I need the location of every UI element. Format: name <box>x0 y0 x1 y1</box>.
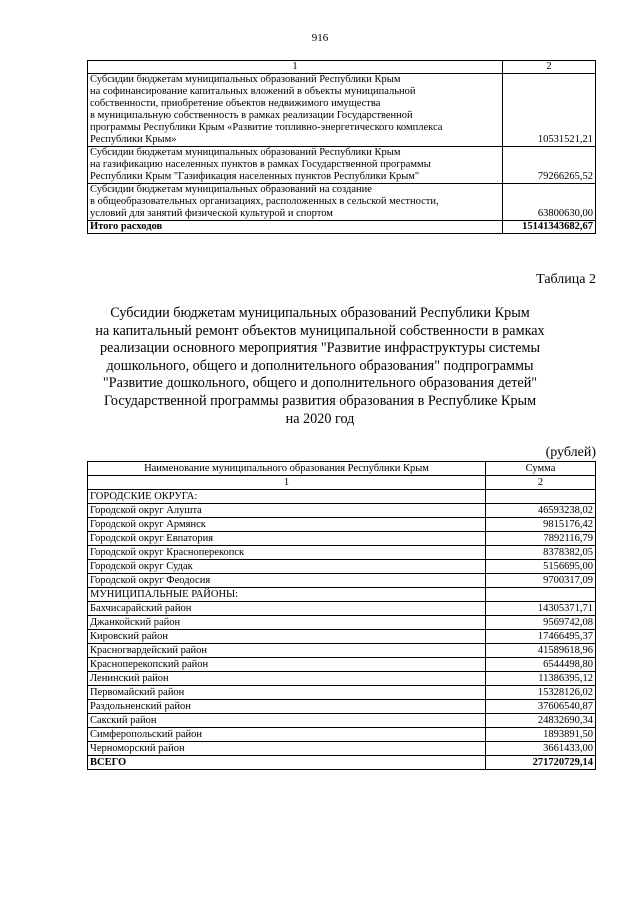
table-2-row <box>88 588 596 602</box>
description-line: программы Республики Крым «Развитие топливно-энергетического комплекса <box>90 122 443 133</box>
description-line: на газификацию населенных пунктов в рамках Государственной программы <box>90 159 431 170</box>
table-1-description-cell <box>88 184 503 221</box>
table-2-row <box>88 616 596 630</box>
amount-cell: 46593238,02 <box>486 504 596 518</box>
municipality-name-cell: Красногвардейский район <box>88 644 486 658</box>
table-2-row <box>88 518 596 532</box>
table-2-col-header-name: Наименование муниципального образования Республики Крым <box>88 462 486 476</box>
table-2-row <box>88 560 596 574</box>
municipality-name-cell: Сакский район <box>88 714 486 728</box>
municipality-name-cell: Первомайский район <box>88 686 486 700</box>
municipality-name-cell: Симферопольский район <box>88 728 486 742</box>
table-2-row <box>88 742 596 756</box>
table-2-total-value: 271720729,14 <box>486 756 596 770</box>
table-1-value-cell: 10531521,21 <box>503 74 596 147</box>
municipality-name-cell: Городской округ Судак <box>88 560 486 574</box>
table-2-number-row <box>88 476 596 490</box>
municipality-name-cell: Красноперекопский район <box>88 658 486 672</box>
table-2 <box>87 461 596 770</box>
table-1-description-cell <box>88 74 503 147</box>
table-2-row <box>88 700 596 714</box>
table-2-col-2-number: 2 <box>486 476 596 490</box>
table-2-row <box>88 490 596 504</box>
description-line: Субсидии бюджетам муниципальных образований Республики Крым <box>90 147 401 158</box>
amount-cell: 1893891,50 <box>486 728 596 742</box>
municipality-name-cell: Городской округ Красноперекопск <box>88 546 486 560</box>
amount-cell <box>486 490 596 504</box>
title-line: на капитальный ремонт объектов муниципальной собственности в рамках <box>95 322 545 339</box>
table-1 <box>87 60 596 234</box>
table-2-row <box>88 728 596 742</box>
description-line: Субсидии бюджетам муниципальных образований Республики Крым <box>90 74 401 85</box>
title-line: Государственной программы развития образования в Республике Крым <box>103 392 537 409</box>
table-1-row <box>88 74 596 147</box>
table-1-row <box>88 184 596 221</box>
municipality-name-cell: МУНИЦИПАЛЬНЫЕ РАЙОНЫ: <box>88 588 486 602</box>
table-2-total-row <box>88 756 596 770</box>
table-2-row <box>88 658 596 672</box>
table-1-total-value: 15141343682,67 <box>503 221 596 234</box>
amount-cell: 9815176,42 <box>486 518 596 532</box>
table-1-total-label: Итого расходов <box>88 221 503 234</box>
table-1-value-cell: 63800630,00 <box>503 184 596 221</box>
table-2-row <box>88 714 596 728</box>
amount-cell: 37606540,87 <box>486 700 596 714</box>
table-2-row <box>88 546 596 560</box>
table-2-row <box>88 686 596 700</box>
description-line: условий для занятий физической культурой и спортом <box>90 208 333 219</box>
units-label: (рублей) <box>545 445 596 460</box>
title-line: на 2020 год <box>285 410 355 427</box>
description-line: Республики Крым» <box>90 134 177 145</box>
table-2-col-header-sum: Сумма <box>486 462 596 476</box>
municipality-name-cell: Ленинский район <box>88 672 486 686</box>
table-1-total-row <box>88 221 596 234</box>
table-1-col-2-number: 2 <box>503 61 596 74</box>
title-line: реализации основного мероприятия "Развитие инфраструктуры системы <box>99 340 541 357</box>
table-1-header-row <box>88 61 596 74</box>
amount-cell: 3661433,00 <box>486 742 596 756</box>
municipality-name-cell: Черноморский район <box>88 742 486 756</box>
table-1-row <box>88 147 596 184</box>
description-line: собственности, приобретение объектов недвижимого имущества <box>90 98 381 109</box>
table-2-row <box>88 644 596 658</box>
municipality-name-cell: ГОРОДСКИЕ ОКРУГА: <box>88 490 486 504</box>
amount-cell: 5156695,00 <box>486 560 596 574</box>
page-number: 916 <box>311 32 329 44</box>
table-2-col-1-number: 1 <box>88 476 486 490</box>
table-2-header-row <box>88 462 596 476</box>
amount-cell: 14305371,71 <box>486 602 596 616</box>
title-line: "Развитие дошкольного, общего и дополнительного образования детей" <box>102 375 538 392</box>
amount-cell: 9569742,08 <box>486 616 596 630</box>
table-2-total-label: ВСЕГО <box>88 756 486 770</box>
table-2-title <box>80 305 560 428</box>
description-line: в общеобразовательных организациях, расположенных в сельской местности, <box>90 196 439 207</box>
amount-cell: 8378382,05 <box>486 546 596 560</box>
description-line: Субсидии бюджетам муниципальных образований на создание <box>90 184 372 195</box>
table-1-description-cell <box>88 147 503 184</box>
municipality-name-cell: Бахчисарайский район <box>88 602 486 616</box>
table-2-row <box>88 630 596 644</box>
table-2-label: Таблица 2 <box>536 272 596 287</box>
municipality-name-cell: Городской округ Алушта <box>88 504 486 518</box>
description-line: Республики Крым "Газификация населенных пунктов Республики Крым" <box>90 171 420 182</box>
amount-cell: 41589618,96 <box>486 644 596 658</box>
amount-cell: 15328126,02 <box>486 686 596 700</box>
title-line: дошкольного, общего и дополнительного образования" подпрограммы <box>106 357 534 374</box>
table-2-row <box>88 672 596 686</box>
municipality-name-cell: Городской округ Армянск <box>88 518 486 532</box>
title-line: Субсидии бюджетам муниципальных образований Республики Крым <box>110 305 530 321</box>
amount-cell: 7892116,79 <box>486 532 596 546</box>
amount-cell: 11386395,12 <box>486 672 596 686</box>
amount-cell: 6544498,80 <box>486 658 596 672</box>
municipality-name-cell: Городской округ Феодосия <box>88 574 486 588</box>
amount-cell: 24832690,34 <box>486 714 596 728</box>
municipality-name-cell: Городской округ Евпатория <box>88 532 486 546</box>
table-1-value-cell: 79266265,52 <box>503 147 596 184</box>
municipality-name-cell: Джанкойский район <box>88 616 486 630</box>
amount-cell <box>486 588 596 602</box>
municipality-name-cell: Кировский район <box>88 630 486 644</box>
table-2-row <box>88 532 596 546</box>
table-2-row <box>88 504 596 518</box>
table-2-row <box>88 574 596 588</box>
table-2-row <box>88 602 596 616</box>
table-1-col-1-number: 1 <box>88 61 503 74</box>
description-line: на софинансирование капитальных вложений в объекты муниципальной <box>90 86 416 97</box>
description-line: в муниципальную собственность в рамках реализации Государственной <box>90 110 413 121</box>
amount-cell: 17466495,37 <box>486 630 596 644</box>
amount-cell: 9700317,09 <box>486 574 596 588</box>
municipality-name-cell: Раздольненский район <box>88 700 486 714</box>
